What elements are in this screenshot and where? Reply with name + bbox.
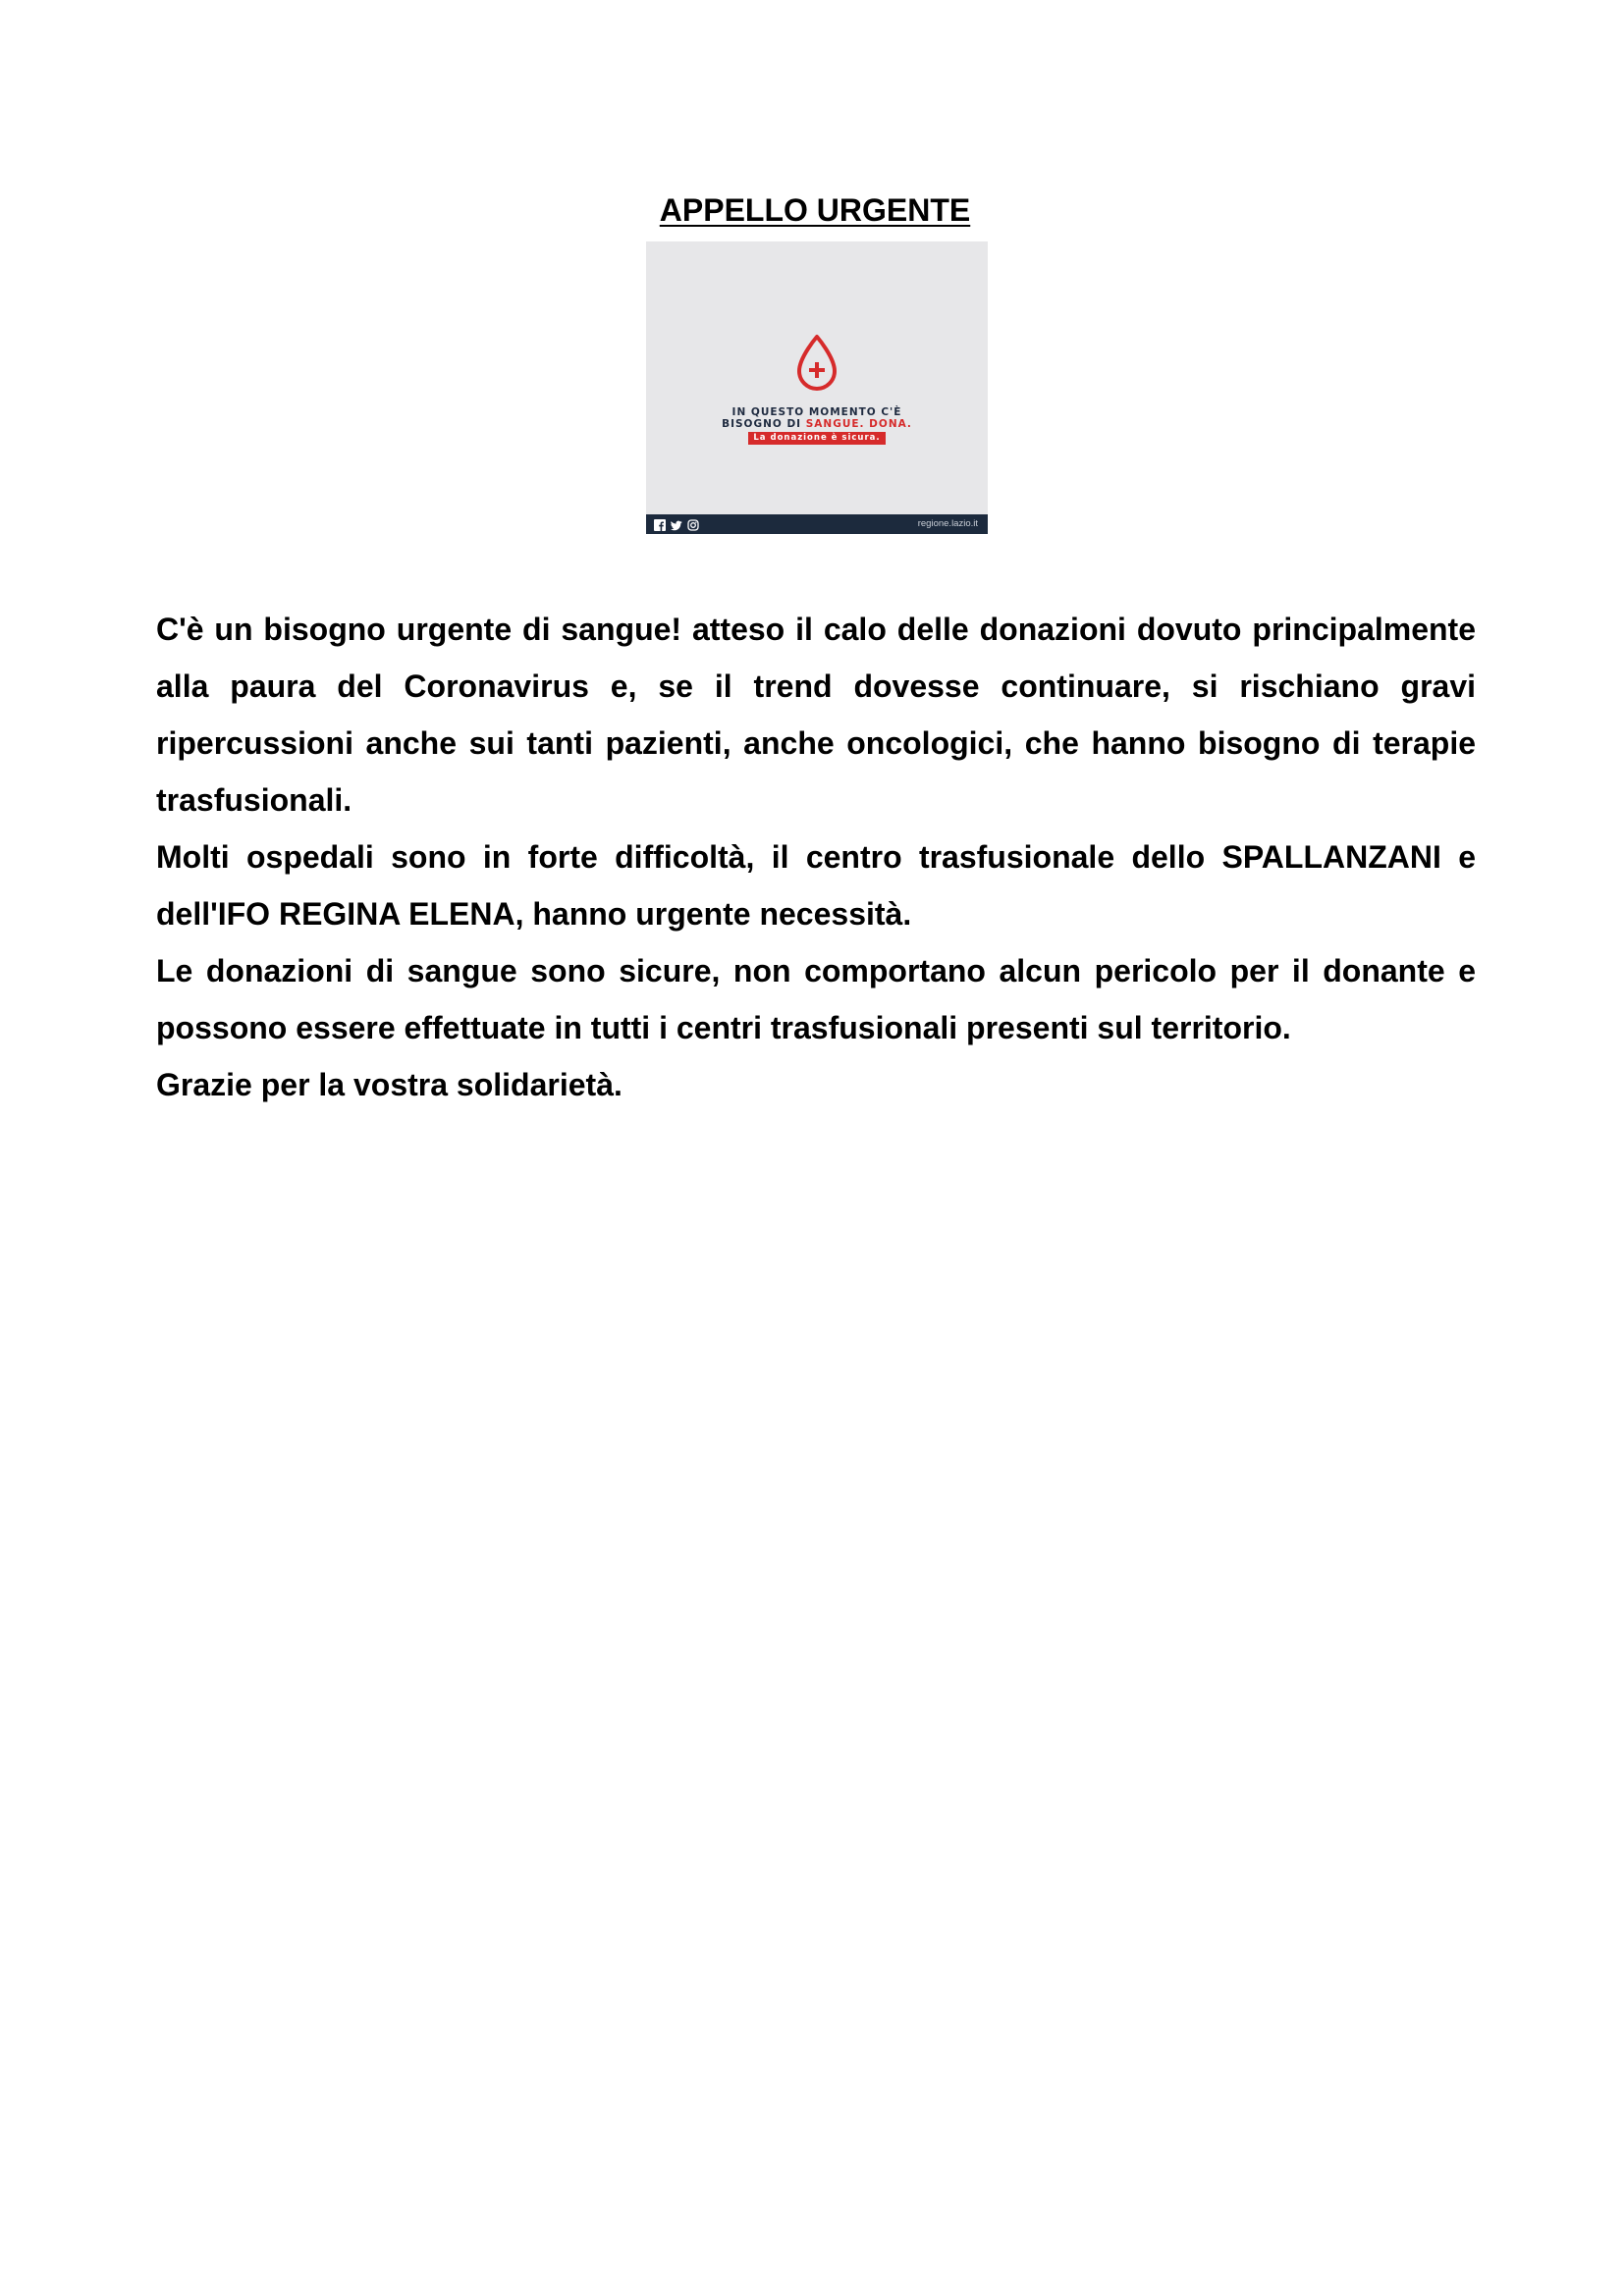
facebook-icon [654, 518, 666, 530]
poster-headline-highlight: SANGUE. DONA. [805, 418, 912, 430]
appeal-paragraph: C'è un bisogno urgente di sangue! atteso il calo delle donazioni dovuto principalmente alla paura del Coronavirus e, se il trend dovesse continuare, si rischiano gravi ripercussioni anche sui tanti pazienti, anche oncologici, che hanno bisogno di terapie trasfusionali. [156, 612, 1476, 818]
appeal-body [156, 601, 1476, 1113]
instagram-icon [687, 518, 699, 530]
campaign-poster-image [646, 241, 988, 534]
poster-tagline: La donazione è sicura. [748, 432, 886, 445]
poster-headline-line-1: IN QUESTO MOMENTO C'È [731, 406, 902, 418]
social-icons [654, 518, 699, 530]
appeal-closing: Grazie per la vostra solidarietà. [156, 1067, 623, 1102]
poster-headline-prefix: BISOGNO DI [722, 418, 806, 430]
appeal-paragraph: Molti ospedali sono in forte difficoltà, il centro trasfusionale dello SPALLANZANI e dell'IFO REGINA ELENA, hanno urgente necessità. [156, 839, 1476, 932]
twitter-icon [671, 518, 682, 530]
page-title: APPELLO URGENTE [659, 192, 971, 228]
appeal-paragraph: Le donazioni di sangue sono sicure, non comportano alcun pericolo per il donante e possono essere effettuate in tutti i centri trasfusionali presenti sul territorio. [156, 953, 1476, 1045]
poster-footer-domain: regione.lazio.it [917, 518, 978, 529]
poster-headline-line-2 [646, 418, 988, 431]
blood-drop-cross-icon [793, 334, 840, 395]
poster-footer-bar [646, 514, 988, 534]
